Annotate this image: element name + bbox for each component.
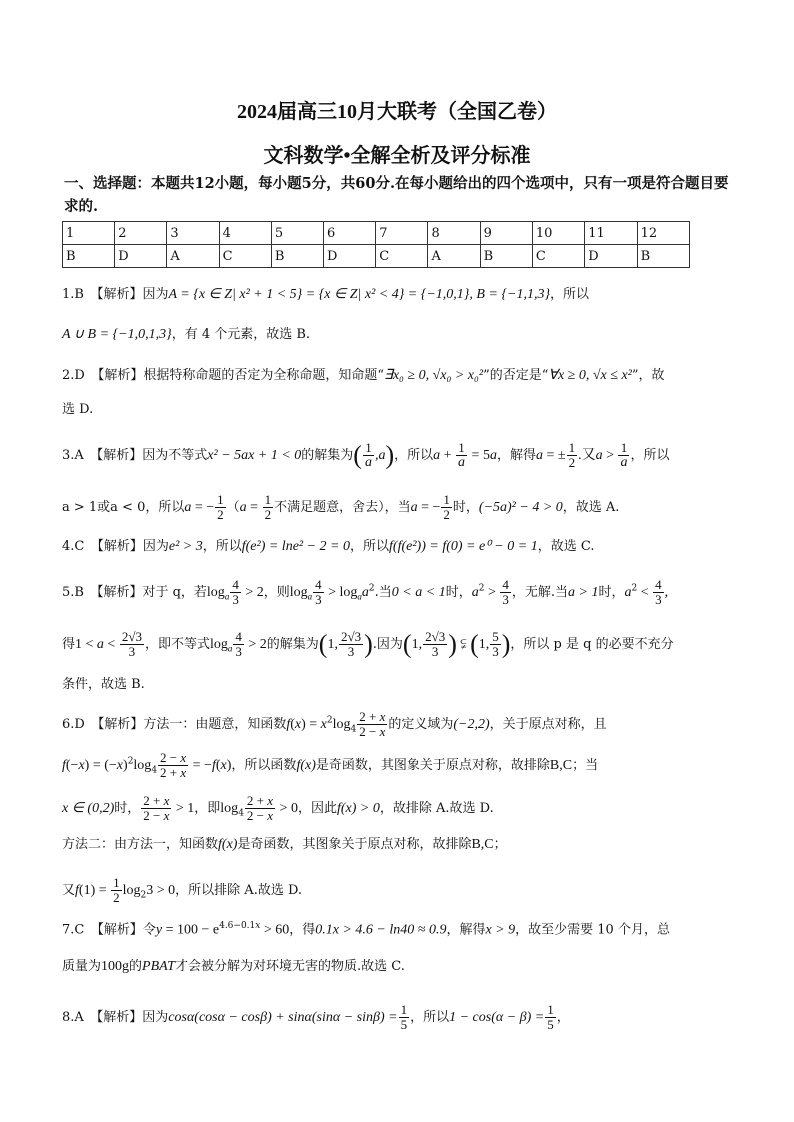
solution-2-line-1: 2.D 【解析】根据特称命题的否定为全称命题，知命题“∃x₀ ≥ 0, √x₀ > x₀²”的否定是“∀x ≥ 0, √x ≤ x²”，故 xyxy=(62,368,665,383)
question-number: 4 xyxy=(219,222,271,245)
math-expression: ∃x₀ ≥ 0, √x₀ > x₀² xyxy=(383,368,484,383)
solution-6-line-2: $f(-x) = (-x)^2\log_4$ $\frac{2 - x}{2 + x}$ = −f(x)，所以函数f(x)是奇函数，其图象关于原点对称，故排除B,C；当 xyxy=(62,750,599,780)
solution-5-line-1: 5.B 【解析】对于 q，若$\log_a$ $\frac{4}{3}$ > 2，则$\log_a$ $\frac{4}{3}$ > $\log_aa^2$.当0 < a < 1时，$a^2$ > $\frac{4}{3}$ ，无解.当a > 1时，$a^2$ < $\frac{4}{3}$ , xyxy=(62,577,669,607)
answer-cell: C xyxy=(532,245,584,268)
solution-6-line-5: 又f(1) = $\frac{1}{2}$ $\log_23 > 0$，所以排除 A.故选 D. xyxy=(62,875,303,905)
answer-cell: A xyxy=(167,245,219,268)
solution-6-line-3: x ∈ (0,2)时， $\frac{2 + x}{2 - x}$ > 1，即$\log_4$ $\frac{2 + x}{2 - x}$ > 0，因此f(x) > 0，故排除 A.故选 D. xyxy=(62,793,494,823)
answer-cell: D xyxy=(324,245,376,268)
answer-cell: B xyxy=(637,245,689,268)
answer-cell: D xyxy=(585,245,637,268)
question-number: 6 xyxy=(324,222,376,245)
solution-3-line-2: a > 1或a < 0，所以a = − $\frac{1}{2}$ （a = $\frac{1}{2}$ 不满足题意，舍去），当a = − $\frac{1}{2}$ 时，(−5a)² − 4 > 0，故选 A. xyxy=(62,492,620,522)
question-number: 5 xyxy=(271,222,323,245)
question-number: 8 xyxy=(428,222,480,245)
question-number: 7 xyxy=(376,222,428,245)
answer-table-numbers-row xyxy=(63,222,690,245)
answer-cell: D xyxy=(115,245,167,268)
answer-table xyxy=(62,221,690,268)
question-number: 10 xyxy=(532,222,584,245)
answer-cell: B xyxy=(480,245,532,268)
question-number: 1 xyxy=(63,222,115,245)
solution-7-line-2: 质量为100g的PBAT才会被分解为对环境无害的物质.故选 C. xyxy=(62,959,405,974)
question-number: 2 xyxy=(115,222,167,245)
answer-cell: C xyxy=(219,245,271,268)
solution-5-line-3: 条件，故选 B. xyxy=(62,677,145,692)
answer-cell: C xyxy=(376,245,428,268)
math-expression: A ∪ B = {−1,0,1,3} xyxy=(62,327,172,342)
question-number: 11 xyxy=(585,222,637,245)
answer-cell: A xyxy=(428,245,480,268)
solution-1-line-1: 1.B 【解析】因为A = {x ∈ Z| x² + 1 < 5} = {x ∈ Z| x² < 4} = {−1,0,1}, B = {−1,1,3}，所以 xyxy=(62,287,590,302)
solution-6-line-4: 方法二：由方法一，知函数f(x)是奇函数，其图象关于原点对称，故排除B,C； xyxy=(62,837,507,852)
solution-1-line-2: A ∪ B = {−1,0,1,3}，有 4 个元素，故选 B. xyxy=(62,327,311,342)
solution-3-line-1: 3.A 【解析】因为不等式x² − 5ax + 1 < 0的解集为( $\frac{1}{a}$ ,a)，所以a + $\frac{1}{a}$ = 5a，解得a = ± $\frac{1}{2}$ .又a > $\frac{1}{a}$ ，所以 xyxy=(62,440,670,470)
answer-cell: B xyxy=(63,245,115,268)
section-heading: 一、选择题：本题共12小题，每小题5分，共60分.在每小题给出的四个选项中，只有一项是符合题目要求的. xyxy=(64,175,729,215)
question-number: 12 xyxy=(637,222,689,245)
math-expression: ∀x ≥ 0, √x ≤ x² xyxy=(548,368,632,383)
question-number: 3 xyxy=(167,222,219,245)
solution-6-line-1: 6.D 【解析】方法一：由题意，知函数$f(x) = x^2\log_4$ $\frac{2 + x}{2 - x}$ 的定义域为(−2,2)，关于原点对称，且 xyxy=(62,709,607,739)
solution-2-line-2: 选 D. xyxy=(62,402,94,417)
document-title: 2024届高三10月大联考（全国乙卷） xyxy=(237,101,557,123)
answer-table-answers-row xyxy=(63,245,690,268)
solution-7-line-1: 7.C 【解析】令$y = 100 - e^{4.6-0.1x} > 60$，得0.1x > 4.6 − ln40 ≈ 0.9，解得x > 9，故至少需要 10 个月，总 xyxy=(62,921,670,938)
math-expression: A = {x ∈ Z| x² + 1 < 5} = {x ∈ Z| x² < 4} = {−1,0,1}, B = {−1,1,3} xyxy=(168,287,551,302)
solution-8-line-1: 8.A 【解析】因为cosα(cosα − cosβ) + sinα(sinα − sinβ) = $\frac{1}{5}$ ，所以1 − cos(α − β) = $\frac{1}{5}$ ， xyxy=(62,1002,570,1032)
answer-cell: B xyxy=(271,245,323,268)
document-subtitle: 文科数学•全解全析及评分标准 xyxy=(263,145,531,167)
solution-4: 4.C 【解析】因为e² > 3，所以f(e²) = lne² − 2 = 0，所以f(f(e²)) = f(0) = e⁰ − 0 = 1，故选 C. xyxy=(62,539,595,554)
question-number: 9 xyxy=(480,222,532,245)
solution-5-line-2: 得1 < a < $\frac{2√3}{3}$ ，即不等式$\log_a$ $\frac{4}{3}$ > 2的解集为(1, $\frac{2√3}{3}$ ).因为(1, $\frac{2√3}{3}$ ) ⫋ (1, $\frac{5}{3}$ )，所以 p 是 q 的必要不充分 xyxy=(62,629,674,659)
